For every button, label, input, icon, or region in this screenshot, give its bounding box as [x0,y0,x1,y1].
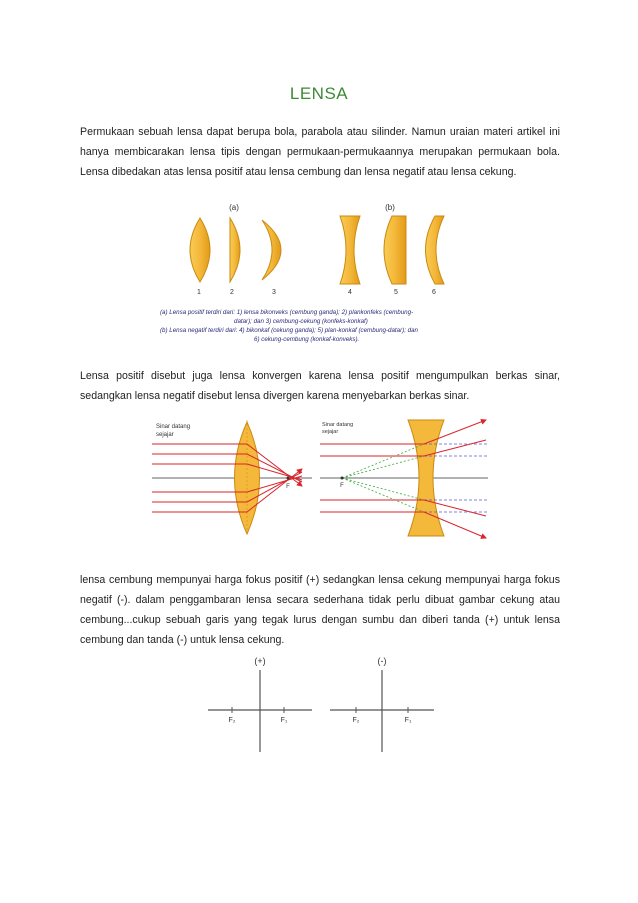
lens-biconcave [340,216,360,284]
right-incoming-label-1: Sinar datang [322,422,354,428]
lens-number-1: 1 [197,289,201,296]
minus-sign-label: (-) [377,656,387,666]
page-title: LENSA [289,84,349,103]
lens-number-2: 2 [230,289,234,296]
paragraph-convergent: Lensa positif disebut juga lensa konvergen karena lensa positif mengumpulkan berkas sinar, sedangkan lensa negatif disebut lensa divergen karena menyebarkan berkas sinar. [80,370,560,402]
ray-diagram-figure [152,414,488,542]
lens-symbol-figure [204,654,436,754]
caption-line-2: datar); dan 3) cembung-cekung (konfeks-konkaf) [234,318,368,325]
lens-number-4: 4 [348,289,352,296]
right-focus-label: F [340,483,344,489]
right-f2-label: F₂ [352,717,360,724]
left-f1-label: F₁ [280,717,288,724]
left-f2-label: F₂ [228,717,236,724]
caption-line-3: (b) Lensa negatif terdiri dari: 4) bikonkaf (cekung ganda); 5) plan-konkaf (cembung-datar); dan [160,327,418,334]
lens-biconvex [190,218,210,282]
lens-number-6: 6 [432,289,436,296]
plus-sign-label: (+) [254,656,266,666]
lens-number-3: 3 [272,289,276,296]
concave-lens-diagram [320,420,488,538]
group-a-label: (a) [229,203,239,212]
lens-plano-concave [384,216,406,284]
lens-plano-convex [230,218,240,282]
lens-convex-concave [262,220,281,280]
convex-lens-symbol [208,656,312,752]
caption-line-1: (a) Lensa positif terdiri dari: 1) lensa bikonveks (cembung ganda); 2) plankonfeks (cembung- [160,309,414,316]
lens-number-5: 5 [394,289,398,296]
left-incoming-label-2: sejajar [156,432,174,438]
left-focus-label: F [286,484,290,490]
paragraph-focus-sign: lensa cembung mempunyai harga fokus positif (+) sedangkan lensa cekung mempunyai harga fokus negatif (-). dalam penggambaran lensa secara sederhana tidak perlu dibuat gambar cekung atau cembung...cukup sebuah garis yang tegak lurus dengan sumbu dan diberi tanda (+) untuk lensa cembung dan tanda (-) untuk lensa cekung. [80,574,560,646]
left-incoming-label-1: Sinar datang [156,424,191,430]
concave-lens-symbol [330,656,434,752]
right-f1-label: F₁ [404,717,412,724]
right-incoming-label-2: sejajar [322,429,339,435]
paragraph-intro: Permukaan sebuah lensa dapat berupa bola, parabola atau silinder. Namun uraian materi artikel ini hanya membicarakan lensa tipis dengan permukaan-permukaannya merupakan permukaan bola. Lensa dibedakan atas lensa positif atau lensa cembung dan lensa negatif atau lensa cekung. [80,126,560,178]
caption-line-4: 6) cekung-cembung (konkaf-konveks). [254,336,360,343]
convex-lens-diagram [152,420,312,536]
lens-concave-convex [426,216,445,284]
group-b-label: (b) [385,203,395,212]
lens-types-figure [150,196,490,352]
